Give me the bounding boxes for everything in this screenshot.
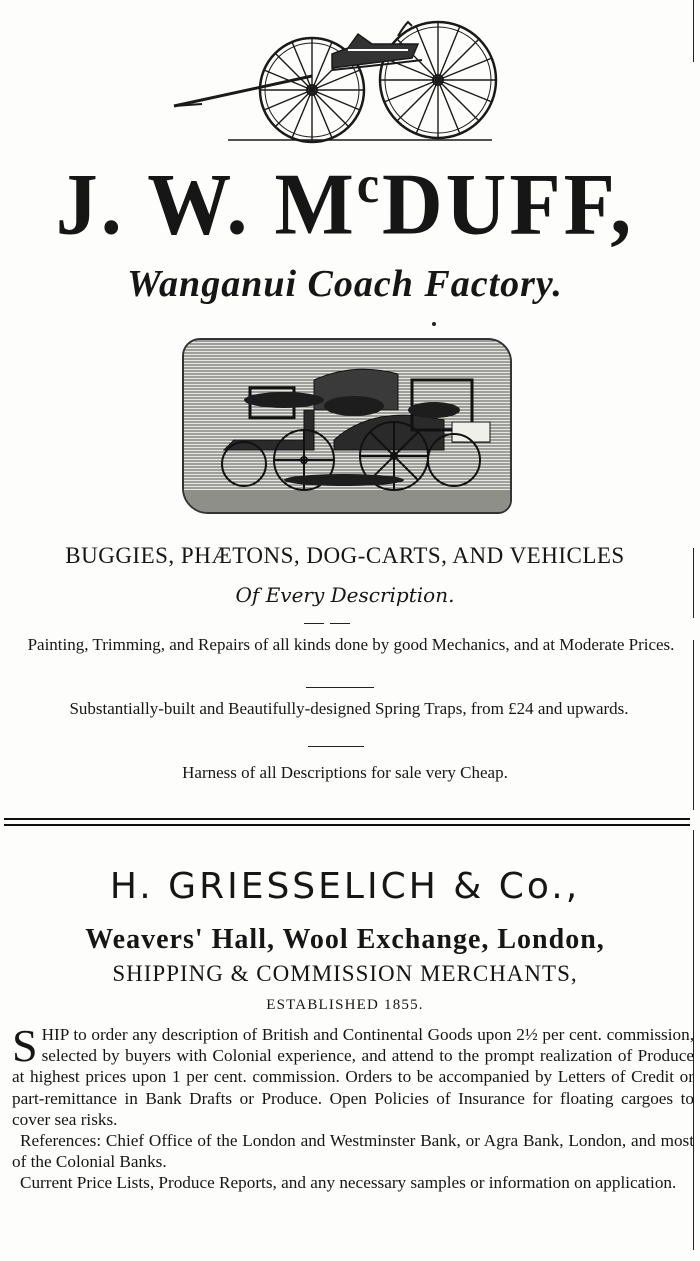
carriage-engraving-drawing: [184, 340, 510, 512]
mcduff-subheadline: Of Every Description.: [235, 583, 455, 607]
drop-cap: S: [12, 1020, 38, 1071]
griesselich-established: ESTABLISHED 1855.: [266, 997, 424, 1013]
mcduff-paragraph-2: Substantially-built and Beautifully-designed Spring Traps, from £24 and upwards.: [69, 699, 629, 718]
carriage-engraving: [182, 338, 512, 514]
mcduff-paragraph-1: Painting, Trimming, and Repairs of all kinds done by good Mechanics, and at Moderate Prices.: [27, 635, 675, 654]
griesselich-body: [12, 1020, 694, 1194]
ink-speck: [432, 322, 436, 326]
griesselich-name: H. GRIESSELICH & Co.,: [109, 866, 581, 907]
short-rule: [306, 687, 374, 688]
section-divider: [4, 818, 690, 820]
body-paragraph-3: Current Price Lists, Produce Reports, and any necessary samples or information on application.: [20, 1173, 677, 1193]
column-rule: [693, 640, 694, 810]
griesselich-business: SHIPPING & COMMISSION MERCHANTS,: [112, 961, 578, 986]
mcduff-name: J. W. $M^cDUFF$,: [55, 154, 635, 254]
mcduff-paragraph-3: Harness of all Descriptions for sale very Cheap.: [182, 763, 508, 782]
body-paragraph-1: HIP to order any description of British and Continental Goods upon 2½ per cent. commission, selected by buyers with Colonial experience, and attend to the prompt realization of Produce at highest prices upon 1 per cent. commission. Orders to be accompanied by Letters of Credit or part-remittance in Bank Drafts or Produce. Open Policies of Insurance for floating cargoes to cover sea risks.: [12, 1025, 694, 1129]
buggy-illustration: [172, 14, 504, 144]
short-rule: [304, 623, 324, 624]
column-rule: [693, 0, 694, 62]
column-rule: [693, 548, 694, 618]
griesselich-address: Weavers' Hall, Wool Exchange, London,: [85, 924, 605, 955]
section-divider: [4, 824, 690, 826]
mcduff-headline: BUGGIES, PHÆTONS, DOG-CARTS, AND VEHICLES: [65, 543, 625, 568]
mcduff-subtitle: Wanganui Coach Factory.: [127, 263, 563, 305]
short-rule: [330, 623, 350, 624]
body-paragraph-2: References: Chief Office of the London and Westminster Bank, or Agra Bank, London, and most of the Colonial Banks.: [12, 1131, 694, 1172]
short-rule: [308, 746, 364, 747]
